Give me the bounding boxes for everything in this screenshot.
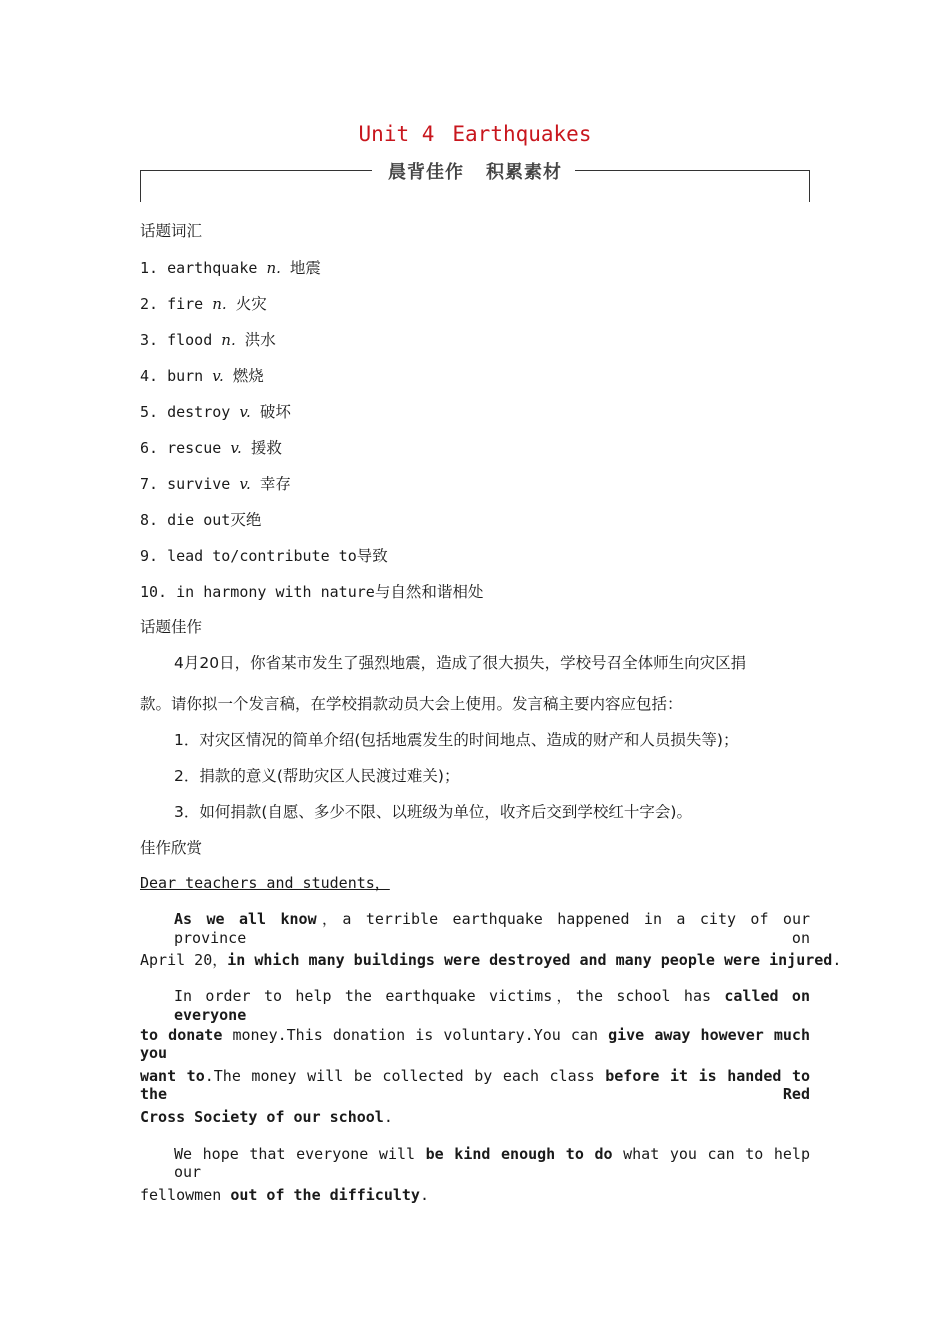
vocab-heading: 话题词汇 [140,222,203,240]
task-intro-line-2: 款。请你拟一个发言稿，在学校捐款动员大会上使用。发言稿主要内容应包括： [140,695,683,713]
essay-p3-line-2: fellowmen out of the difficulty. [140,1186,429,1204]
essay-p1-line-1: As we all know，a terrible earthquake happened in a city of our province on [174,910,811,947]
appreciation-heading: 佳作欣赏 [140,839,203,857]
unit-topic: Earthquakes [452,122,592,146]
task-point-1: 1．对灾区情况的简单介绍(包括地震发生的时间地点、造成的财产和人员损失等)； [174,731,739,749]
task-intro-line-1: 4月20日，你省某市发生了强烈地震，造成了很大损失，学校号召全体师生向灾区捐 [174,654,747,672]
task-point-3: 3．如何捐款(自愿、多少不限、以班级为单位，收齐后交到学校红十字会)。 [174,803,692,821]
unit-label: Unit 4 [358,122,435,146]
banner-text-left: 晨背佳作 [388,162,464,183]
vocab-item: 3. flood n. 洪水 [140,331,276,349]
essay-p2-line-4: Cross Society of our school. [140,1108,393,1126]
vocab-item: 2. fire n. 火灾 [140,295,267,313]
essay-p2-line-3: want to.The money will be collected by each class before it is handed to the Red [140,1067,811,1103]
banner-text-right: 积累素材 [486,162,562,183]
essay-greeting: Dear teachers and students， [140,874,390,892]
vocab-item: 1. earthquake n. 地震 [140,259,321,277]
task-point-2: 2．捐款的意义(帮助灾区人民渡过难关)； [174,767,460,785]
essay-p2-line-2: to donate money.This donation is voluntary.You can give away however much you [140,1026,810,1062]
page-title [0,122,950,146]
vocab-item: 4. burn v. 燃烧 [140,367,264,385]
banner-text [140,158,810,184]
essay-p3-line-1: We hope that everyone will be kind enough to do what you can to help our [174,1145,810,1181]
vocab-item: 10. in harmony with nature与自然和谐相处 [140,583,484,601]
essay-p1-line-2: April 20，in which many buildings were destroyed and many people were injured. [140,951,842,969]
vocab-item: 9. lead to/contribute to导致 [140,547,388,565]
vocab-item: 8. die out灭绝 [140,511,262,529]
vocab-item: 5. destroy v. 破坏 [140,403,291,421]
section-banner [140,158,810,204]
essay-p2-line-1: In order to help the earthquake victims，the school has called on everyone [174,987,810,1024]
vocab-item: 6. rescue v. 援救 [140,439,282,457]
vocab-item: 7. survive v. 幸存 [140,475,291,493]
writing-heading: 话题佳作 [140,618,203,636]
